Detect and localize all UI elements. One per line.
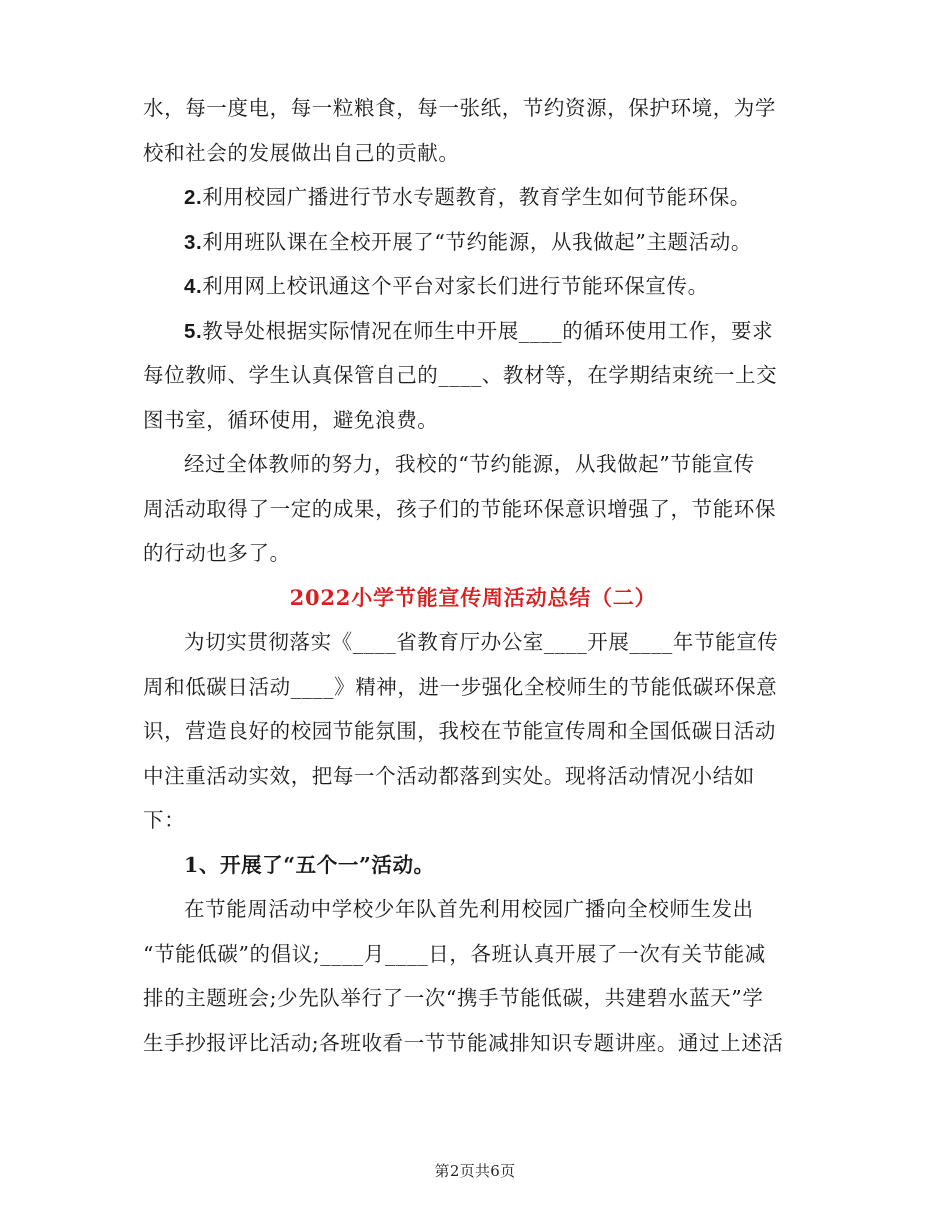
text-line: 每位教师、学生认真保管自己的____、教材等，在学期结束统一上交 bbox=[143, 363, 778, 387]
list-item-number: 4. bbox=[184, 275, 203, 298]
text-line: 校和社会的发展做出自己的贡献。 bbox=[143, 140, 460, 165]
text-line: “节能低碳”的倡议;____月____日，各班认真开展了一次有关节能减 bbox=[143, 941, 766, 966]
list-item-text: 利用校园广播进行节水专题教育，教育学生如何节能环保。 bbox=[202, 185, 751, 209]
text-line: 经过全体教师的努力，我校的“节约能源，从我做起”节能宣传 bbox=[184, 452, 755, 476]
list-item bbox=[143, 175, 803, 220]
text-line: 识，营造良好的校园节能氛围，我校在节能宣传周和全国低碳日活动 bbox=[143, 719, 776, 743]
text-line: 在节能周活动中学校少年队首先利用校园广播向全校师生发出 bbox=[184, 897, 754, 921]
list-item-number: 3. bbox=[184, 230, 203, 254]
text-line: 为切实贯彻落实《____省教育厅办公室____开展____年节能宣传 bbox=[184, 630, 779, 654]
list-item bbox=[143, 309, 803, 354]
text-line: 中注重活动实效，把每一个活动都落到实处。现将活动情况小结如 bbox=[143, 763, 755, 788]
section-title: 2022小学节能宣传周活动总结（二） bbox=[289, 584, 657, 610]
list-item-text: 利用班队课在全校开展了“节约能源，从我做起”主题活动。 bbox=[202, 229, 752, 254]
text-line: 下： bbox=[143, 808, 186, 832]
text-line: 排的主题班会;少先队举行了一次“携手节能低碳，共建碧水蓝天”学 bbox=[143, 986, 764, 1010]
text-line: 水，每一度电，每一粒粮食，每一张纸，节约资源，保护环境，为学 bbox=[143, 96, 776, 120]
list-item bbox=[143, 220, 803, 265]
subheading: 1、开展了“五个一”活动。 bbox=[184, 852, 435, 877]
list-item-text: 教导处根据实际情况在师生中开展____的循环使用工作，要求 bbox=[202, 318, 774, 343]
list-item-number: 2. bbox=[184, 186, 203, 209]
list-item bbox=[143, 264, 803, 309]
document-body bbox=[143, 86, 803, 1065]
text-line: 的行动也多了。 bbox=[143, 541, 291, 565]
text-line: 周和低碳日活动____》精神，进一步强化全校师生的节能低碳环保意 bbox=[143, 674, 778, 699]
text-line: 周活动取得了一定的成果，孩子们的节能环保意识增强了，节能环保 bbox=[143, 496, 776, 521]
list-item-text: 利用网上校讯通这个平台对家长们进行节能环保宣传。 bbox=[202, 274, 709, 298]
text-line: 生手抄报评比活动;各班收看一节节能减排知识专题讲座。通过上述活 bbox=[143, 1030, 784, 1055]
text-line: 图书室，循环使用，避免浪费。 bbox=[143, 407, 439, 432]
page-number: 第2页共6页 bbox=[434, 1162, 516, 1180]
list-item-number: 5. bbox=[184, 319, 203, 343]
